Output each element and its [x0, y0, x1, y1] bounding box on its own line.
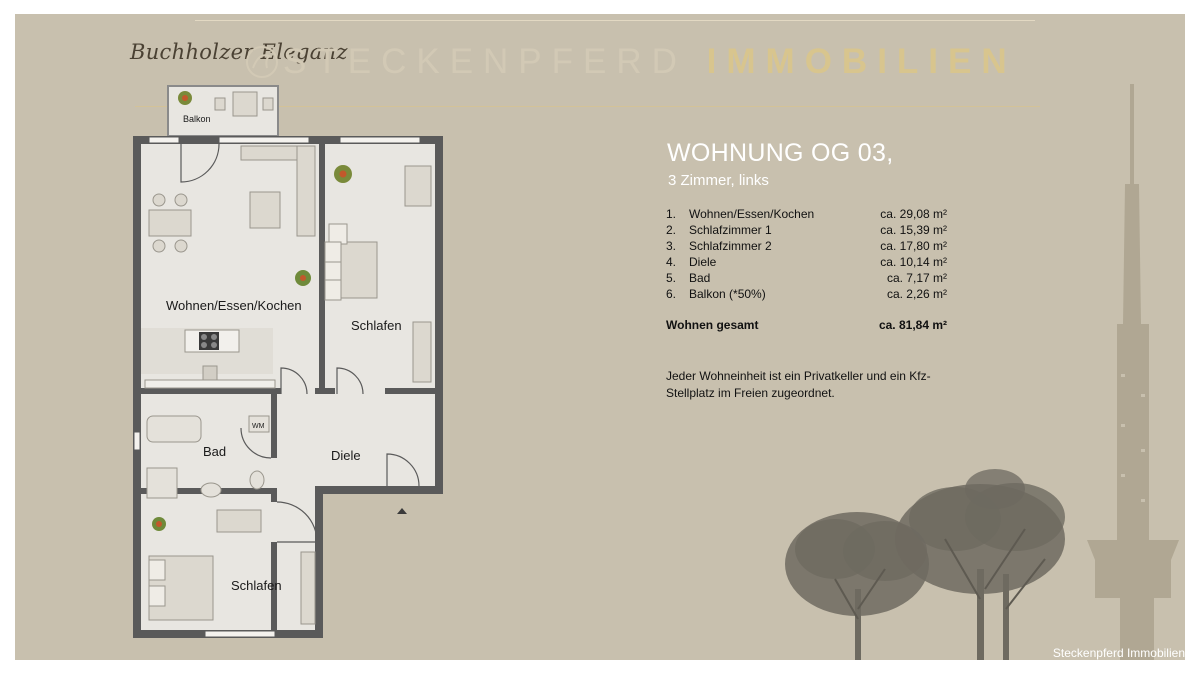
plant-icon — [152, 517, 166, 531]
room-area: ca. 17,80 m² — [880, 239, 947, 253]
trees-illustration — [775, 469, 1095, 660]
room-name: Bad — [689, 271, 711, 285]
table-row — [666, 238, 947, 254]
plant-icon — [334, 165, 352, 183]
label-living: Wohnen/Essen/Kochen — [166, 298, 302, 313]
brand-name-light: STECKENPFERD — [283, 42, 687, 81]
table-row — [666, 270, 947, 286]
table-row — [666, 222, 947, 238]
brand-name-bold: IMMOBILIEN — [706, 42, 1017, 81]
room-number: 3. — [666, 239, 677, 253]
project-title: Buchholzer Eleganz — [130, 40, 348, 64]
total-area: ca. 81,84 m² — [878, 318, 947, 332]
apartment-title: WOHNUNG OG 03, — [667, 139, 894, 167]
room-number: 4. — [666, 255, 677, 269]
label-bedroom-2: Schlafen — [231, 578, 282, 593]
room-area: ca. 29,08 m² — [880, 207, 947, 221]
room-name: Balkon (*50%) — [689, 287, 766, 301]
label-bath: Bad — [203, 444, 227, 459]
image-credit: Steckenpferd Immobilien — [1052, 646, 1185, 660]
floor-plan — [125, 82, 455, 642]
room-number: 1. — [666, 207, 677, 221]
room-number: 2. — [666, 223, 677, 237]
label-washer: WM — [252, 423, 265, 430]
label-balcony: Balkon — [183, 114, 211, 124]
room-name: Schlafzimmer 2 — [689, 239, 772, 253]
total-row — [666, 317, 947, 333]
room-area: ca. 15,39 m² — [880, 223, 947, 237]
room-area: ca. 7,17 m² — [886, 271, 947, 285]
brand-wordmark — [283, 42, 1017, 82]
expose-slide — [15, 14, 1185, 660]
room-name: Schlafzimmer 1 — [689, 223, 772, 237]
room-number: 5. — [666, 271, 677, 285]
table-row — [666, 286, 947, 302]
cooktop-icon — [199, 332, 219, 350]
label-bedroom-1: Schlafen — [351, 318, 402, 333]
entrance-arrow-icon — [397, 508, 407, 514]
room-area-table — [666, 206, 947, 333]
apartment-subtitle: 3 Zimmer, links — [668, 172, 769, 189]
table-spacer — [666, 302, 947, 317]
table-row — [666, 206, 947, 222]
table-row — [666, 254, 947, 270]
plant-icon — [178, 91, 192, 105]
room-area: ca. 2,26 m² — [886, 287, 947, 301]
room-area: ca. 10,14 m² — [880, 255, 947, 269]
horse-logo-icon — [241, 42, 283, 82]
top-rule — [195, 20, 1035, 21]
room-number: 6. — [666, 287, 677, 301]
plant-icon — [295, 270, 311, 286]
room-name: Diele — [689, 255, 717, 269]
label-hall: Diele — [331, 448, 361, 463]
room-name: Wohnen/Essen/Kochen — [689, 207, 815, 221]
total-label: Wohnen gesamt — [666, 318, 759, 332]
parking-note: Jeder Wohneinheit ist ein Privatkeller und ein Kfz-Stellplatz im Freien zugeordnet. — [666, 369, 931, 400]
